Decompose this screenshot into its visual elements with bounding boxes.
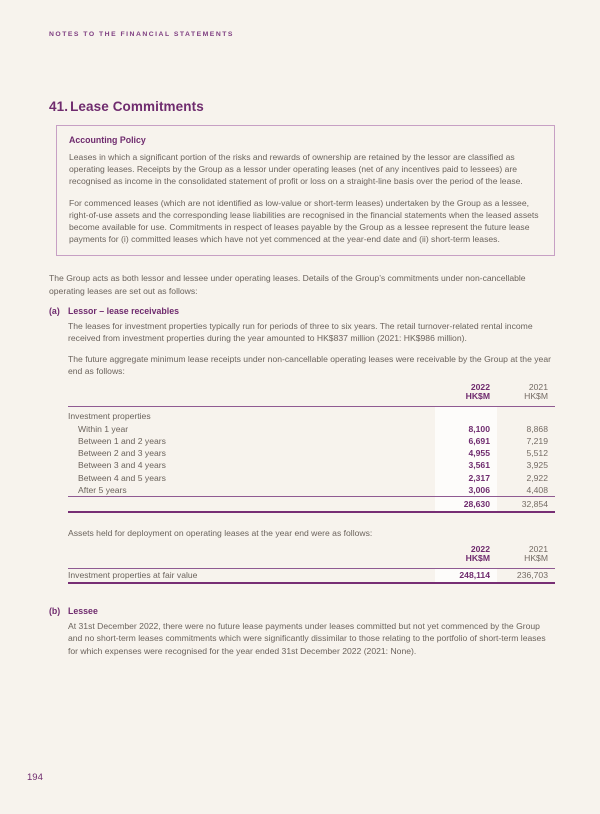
row-value-2021: 3,925 [526, 460, 548, 471]
row-value-2022: 3,006 [435, 484, 497, 497]
lessor-paragraph-3: Assets held for deployment on operating leases at the year end were as follows: [68, 528, 373, 539]
label-column-header [68, 383, 435, 407]
section-number: 41. [49, 99, 69, 114]
row-label: Between 4 and 5 years [78, 472, 166, 483]
row-value-2022: 3,561 [435, 459, 497, 471]
lessor-heading [49, 306, 555, 316]
lessor-paragraph-1: The leases for investment properties typically run for periods of three to six years. The retail turnover-related rental income received from investment properties during the year amounted to HK$837 million (2021: HK$986 million). [68, 320, 533, 344]
row-value-2022: 4,955 [435, 447, 497, 459]
year-2022: 2022 [470, 381, 490, 392]
row-value-2022: 248,114 [435, 569, 497, 584]
accounting-policy-title: Accounting Policy [69, 135, 146, 145]
accounting-policy-paragraph-2: For commenced leases (which are not identified as low-value or short-term leases) undertaken by the Group as a lessee, right-of-use assets and the corresponding lease liabilities are recognised in the financial statements when the leased assets become available for use. Commitments in respect of leases payable by the Group as a lessee represent the future lease payments for (i) committed leases which have not yet commenced at the year-end date and (ii) short-term leases. [69, 197, 539, 245]
row-label: Between 1 and 2 years [78, 435, 166, 446]
table-row [68, 407, 555, 423]
lessee-item-title: Lessee [68, 606, 98, 617]
lease-receipts-table [68, 383, 555, 514]
table-header-row [68, 545, 555, 569]
row-value-2021: 7,219 [526, 435, 548, 446]
page-content [49, 99, 555, 666]
spacer [68, 584, 555, 606]
row-label: Between 3 and 4 years [78, 460, 166, 471]
row-value-2021: 236,703 [497, 569, 555, 584]
total-value-2021: 32,854 [497, 497, 555, 513]
row-value-2021: 2,922 [526, 472, 548, 483]
total-label [68, 497, 435, 513]
year-2022: 2022 [470, 543, 490, 554]
table-row [68, 569, 555, 584]
year-2021: 2021 [528, 381, 548, 392]
unit-2021: HK$M [524, 553, 548, 564]
column-header-2021 [497, 383, 555, 407]
running-header: NOTES TO THE FINANCIAL STATEMENTS [49, 31, 234, 38]
table-row [68, 447, 555, 459]
section-title-text: Lease Commitments [70, 99, 204, 114]
row-label: After 5 years [78, 485, 127, 496]
lessee-heading [49, 606, 555, 616]
lessor-body [68, 320, 555, 606]
table-total-row [68, 497, 555, 513]
total-value-2022: 28,630 [435, 497, 497, 513]
spacer [68, 513, 555, 527]
label-column-header [68, 545, 435, 569]
lessor-item-title: Lessor – lease receivables [68, 305, 180, 316]
table-row [68, 472, 555, 484]
lessor-paragraph-2: The future aggregate minimum lease receipts under non-cancellable operating leases were receivable by the Group at the year end as follows: [68, 354, 551, 377]
table-row [68, 423, 555, 435]
intro-paragraph: The Group acts as both lessor and lessee under operating leases. Details of the Group’s commitments under non-cancellable operating leases are set out as follows: [49, 273, 526, 296]
year-2021: 2021 [528, 543, 548, 554]
column-header-2021 [497, 545, 555, 569]
lessee-item-label: (b) [49, 606, 61, 617]
page-number: 194 [27, 772, 43, 783]
unit-2022: HK$M [465, 391, 490, 402]
table-row [68, 459, 555, 471]
row-label: Investment properties at fair value [68, 569, 435, 584]
row-value-2022: 8,100 [435, 423, 497, 435]
row-group-label: Investment properties [68, 411, 151, 422]
row-value-2021: 8,868 [526, 423, 548, 434]
row-value-2021: 5,512 [526, 448, 548, 459]
table-row [68, 435, 555, 447]
column-header-2022 [435, 545, 497, 569]
row-value-2021: 4,408 [526, 485, 548, 496]
accounting-policy-box [56, 125, 555, 256]
lessee-paragraph: At 31st December 2022, there were no future lease payments under leases committed but not yet commenced by the Group and no short-term leases commitments which were significantly dissimilar to those relating to the portfolio of short-term leases for which expenses were recognised for the year ended 31st December 2022 (2021: None). [68, 621, 546, 656]
row-value-2021 [497, 407, 555, 423]
unit-2021: HK$M [524, 391, 548, 402]
table-row [68, 484, 555, 497]
row-value-2022: 6,691 [435, 435, 497, 447]
row-value-2022 [435, 407, 497, 423]
row-label: Within 1 year [78, 423, 129, 434]
table-header-row [68, 383, 555, 407]
lessee-body [68, 620, 555, 657]
accounting-policy-paragraph-1: Leases in which a significant portion of the risks and rewards of ownership are retained by the lessor are classified as operating leases. Receipts by the Group as a lessor under operating leases (net of any incentives paid to lessees) are recognised as income in the consolidated statement of profit or loss on a straight-line basis over the period of the lease. [69, 152, 523, 187]
assets-held-table [68, 545, 555, 585]
column-header-2022 [435, 383, 497, 407]
unit-2022: HK$M [465, 553, 490, 564]
row-label: Between 2 and 3 years [78, 448, 166, 459]
section-title [49, 99, 555, 114]
row-value-2022: 2,317 [435, 472, 497, 484]
lessor-item-label: (a) [49, 305, 60, 316]
